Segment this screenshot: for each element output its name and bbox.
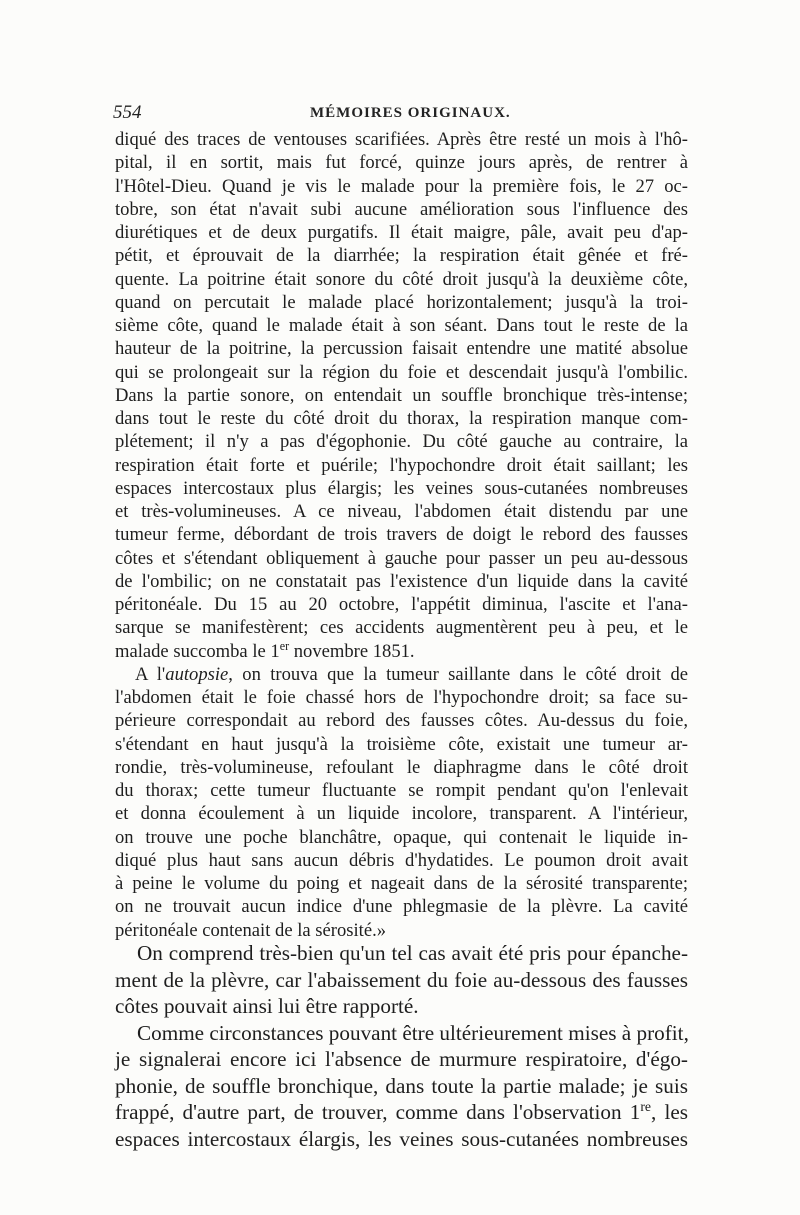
text-line: l'abdomen était le foie chassé hors de l'hypochondre droit; sa face su- [115, 687, 688, 708]
text-line: côtes pouvait ainsi lui être rapporté. [115, 994, 419, 1018]
text-line: diqué plus haut sans aucun débris d'hydatides. Le poumon droit avait [115, 849, 688, 871]
text-line: péritonéale contenait de la sérosité.» [115, 919, 387, 941]
page-number: 554 [113, 102, 142, 123]
text-line: rondie, très-volumineuse, refoulant le diaphragme dans le côté droit [115, 756, 688, 778]
text-line [115, 663, 688, 686]
text-line: côtes et s'étendant obliquement à gauche pour passer un peu au-dessous [115, 547, 688, 569]
body-paragraph-2 [115, 1020, 688, 1153]
quoted-paragraph [115, 128, 688, 663]
text-fragment: , les [651, 1100, 688, 1124]
text-line: espaces intercostaux élargis, les veines sous-cutanées nombreuses [115, 1126, 688, 1151]
body-text [115, 940, 688, 1152]
superscript: er [279, 638, 290, 653]
text-line: phonie, de souffle bronchique, dans toute la partie malade; je suis [115, 1073, 688, 1098]
text-line: péritonéale. Du 15 au 20 octobre, l'appétit diminua, l'ascite et l'ana- [115, 594, 688, 615]
running-title: MÉMOIRES ORIGINAUX. [310, 105, 511, 121]
text-line: respiration était forte et puérile; l'hypochondre droit était saillant; les [115, 454, 688, 476]
text-line: on ne trouvait aucun indice d'une phlegmasie de la plèvre. La cavité [115, 896, 688, 918]
text-line: On comprend très-bien qu'un tel cas avait été pris pour épanche- [137, 941, 688, 965]
text-line: de l'ombilic; on ne constatait pas l'existence d'un liquide dans la cavité [115, 570, 688, 592]
text-line: ment de la plèvre, car l'abaissement du foie au-dessous des fausses [115, 967, 688, 992]
text-line: périeure correspondait au rebord des fausses côtes. Au-dessus du foie, [115, 710, 688, 732]
text-line: tumeur ferme, débordant de trois travers de doigt le rebord des fausses [115, 524, 688, 546]
text-line: diqué des traces de ventouses scarifiées. Après être resté un mois à l'hô- [115, 129, 688, 150]
text-line: quente. La poitrine était sonore du côté droit jusqu'à la deuxième côte, [115, 268, 688, 290]
text-line: plétement; il n'y a pas d'égophonie. Du côté gauche au contraire, la [115, 431, 688, 453]
text-fragment: novembre 1851. [289, 640, 415, 662]
text-line: sarque se manifestèrent; ces accidents augmentèrent peu à peu, et le [115, 617, 688, 639]
text-fragment: frappé, d'autre part, de trouver, comme dans l'observation 1 [115, 1100, 641, 1124]
text-line: dans tout le reste du côté droit du thorax, la respiration manque com- [115, 408, 688, 429]
text-line: sième côte, quand le malade était à son séant. Dans tout le reste de la [115, 315, 688, 336]
text-line: quand on percutait le malade placé horizontalement; jusqu'à la troi- [115, 291, 688, 313]
quoted-observation [115, 128, 688, 942]
text-line: du thorax; cette tumeur fluctuante se rompit pendant qu'on l'enlevait [115, 780, 688, 801]
text-line: à peine le volume du poing et nageait dans de la sérosité transparente; [115, 873, 688, 894]
autopsy-paragraph [115, 663, 688, 942]
text-line: Dans la partie sonore, on entendait un souffle bronchique très-intense; [115, 384, 688, 406]
superscript: re [640, 1098, 652, 1114]
text-line [115, 640, 688, 663]
text-line: Comme circonstances pouvant être ultérieurement mises à profit, [137, 1020, 689, 1045]
text-fragment: , on trouva que la tumeur saillante dans le côté droit de [228, 663, 688, 685]
text-line: on trouve une poche blanchâtre, opaque, qui contenait le liquide in- [115, 826, 688, 848]
text-fragment: A l' [135, 663, 166, 685]
text-line: l'Hôtel-Dieu. Quand je vis le malade pour la première fois, le 27 oc- [115, 175, 688, 197]
text-line: et donna écoulement à un liquide incolore, transparent. A l'intérieur, [115, 803, 688, 825]
body-paragraph-1 [115, 940, 688, 1020]
text-line: pétit, et éprouvait de la diarrhée; la respiration était gênée et fré- [115, 245, 688, 267]
text-line: qui se prolongeait sur la région du foie et descendait jusqu'à l'ombilic. [115, 361, 688, 383]
text-line: s'étendant en haut jusqu'à la troisième côte, existait une tumeur ar- [115, 733, 688, 755]
text-line: hauteur de la poitrine, la percussion faisait entendre une matité absolue [115, 338, 688, 360]
text-line: je signalerai encore ici l'absence de murmure respiratoire, d'égo- [115, 1047, 688, 1071]
text-line: espaces intercostaux plus élargis; les veines sous-cutanées nombreuses [115, 477, 688, 499]
text-fragment: malade succomba le 1 [115, 640, 280, 662]
text-line: pital, il en sortit, mais fut forcé, quinze jours après, de rentrer à [115, 152, 688, 174]
italic-term: autopsie [165, 663, 229, 685]
text-line: tobre, son état n'avait subi aucune amélioration sous l'influence des [115, 198, 688, 220]
text-line: diurétiques et de deux purgatifs. Il était maigre, pâle, avait peu d'ap- [115, 222, 688, 243]
page-header [113, 102, 690, 126]
text-line: et très-volumineuses. A ce niveau, l'abdomen était distendu par une [115, 501, 688, 522]
text-line [115, 1099, 688, 1126]
